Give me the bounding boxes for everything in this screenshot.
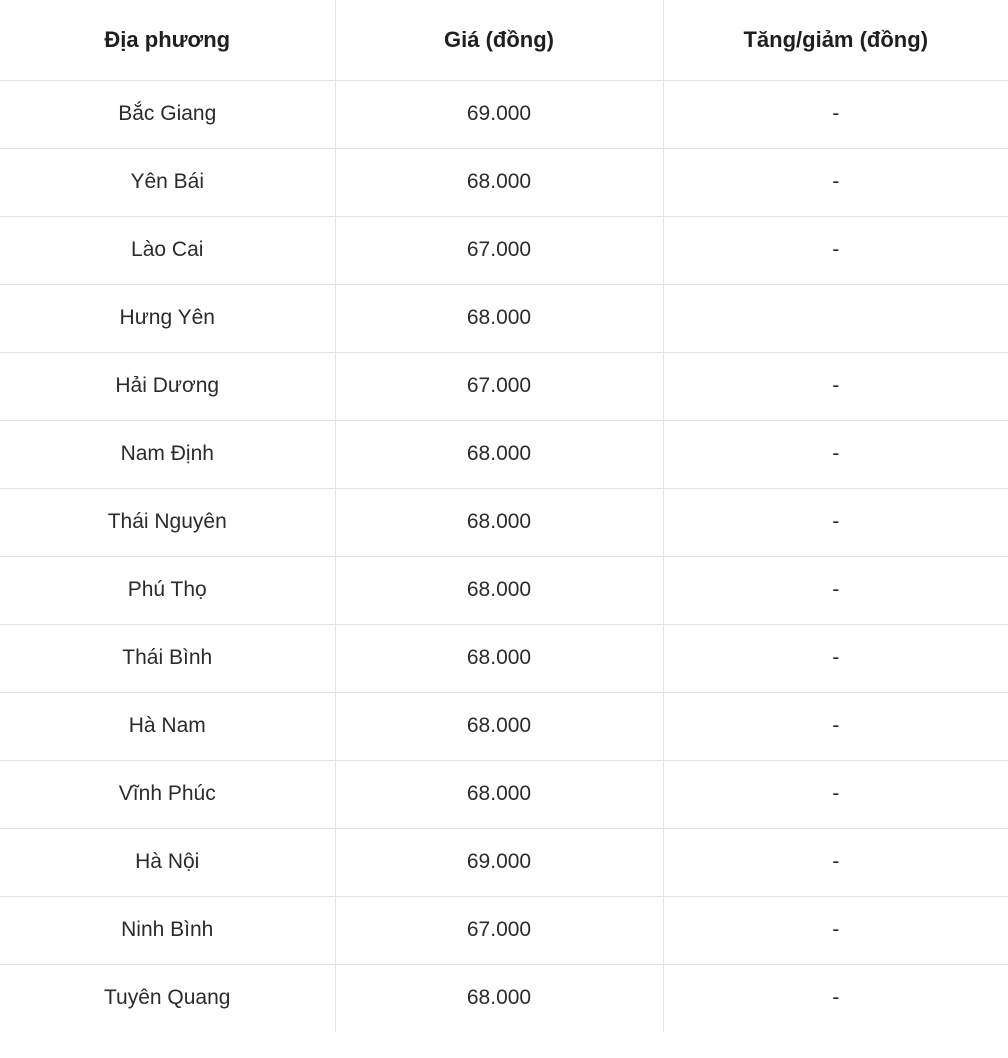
cell-change: - xyxy=(663,760,1008,828)
table-row xyxy=(0,964,1008,1032)
table-row xyxy=(0,488,1008,556)
cell-price: 68.000 xyxy=(335,964,663,1032)
cell-change: - xyxy=(663,488,1008,556)
cell-change: - xyxy=(663,964,1008,1032)
cell-price: 69.000 xyxy=(335,80,663,148)
table-row xyxy=(0,896,1008,964)
cell-change: - xyxy=(663,216,1008,284)
column-header-locality: Địa phương xyxy=(0,0,335,80)
cell-change: - xyxy=(663,828,1008,896)
cell-change: - xyxy=(663,624,1008,692)
cell-change xyxy=(663,284,1008,352)
table-row xyxy=(0,624,1008,692)
cell-price: 68.000 xyxy=(335,148,663,216)
cell-change: - xyxy=(663,692,1008,760)
cell-change: - xyxy=(663,352,1008,420)
cell-change: - xyxy=(663,420,1008,488)
cell-price: 68.000 xyxy=(335,488,663,556)
cell-price: 68.000 xyxy=(335,420,663,488)
table-row xyxy=(0,216,1008,284)
table-row xyxy=(0,692,1008,760)
cell-price: 67.000 xyxy=(335,896,663,964)
column-header-change: Tăng/giảm (đồng) xyxy=(663,0,1008,80)
column-header-price: Giá (đồng) xyxy=(335,0,663,80)
table-header xyxy=(0,0,1008,80)
cell-locality: Hà Nội xyxy=(0,828,335,896)
cell-locality: Tuyên Quang xyxy=(0,964,335,1032)
cell-locality: Thái Nguyên xyxy=(0,488,335,556)
cell-locality: Nam Định xyxy=(0,420,335,488)
table-row xyxy=(0,352,1008,420)
cell-locality: Hà Nam xyxy=(0,692,335,760)
cell-price: 69.000 xyxy=(335,828,663,896)
cell-locality: Thái Bình xyxy=(0,624,335,692)
cell-change: - xyxy=(663,80,1008,148)
cell-locality: Hải Dương xyxy=(0,352,335,420)
cell-locality: Vĩnh Phúc xyxy=(0,760,335,828)
cell-price: 68.000 xyxy=(335,556,663,624)
table-body xyxy=(0,80,1008,1032)
cell-price: 68.000 xyxy=(335,692,663,760)
cell-change: - xyxy=(663,148,1008,216)
cell-locality: Yên Bái xyxy=(0,148,335,216)
cell-locality: Phú Thọ xyxy=(0,556,335,624)
table-row xyxy=(0,284,1008,352)
cell-locality: Hưng Yên xyxy=(0,284,335,352)
cell-change: - xyxy=(663,896,1008,964)
table-row xyxy=(0,420,1008,488)
table-row xyxy=(0,828,1008,896)
cell-price: 67.000 xyxy=(335,216,663,284)
cell-price: 68.000 xyxy=(335,624,663,692)
cell-change: - xyxy=(663,556,1008,624)
table-row xyxy=(0,80,1008,148)
cell-locality: Bắc Giang xyxy=(0,80,335,148)
table-row xyxy=(0,760,1008,828)
cell-price: 68.000 xyxy=(335,760,663,828)
table-row xyxy=(0,148,1008,216)
cell-price: 68.000 xyxy=(335,284,663,352)
table-header-row xyxy=(0,0,1008,80)
cell-locality: Ninh Bình xyxy=(0,896,335,964)
table-row xyxy=(0,556,1008,624)
cell-locality: Lào Cai xyxy=(0,216,335,284)
cell-price: 67.000 xyxy=(335,352,663,420)
